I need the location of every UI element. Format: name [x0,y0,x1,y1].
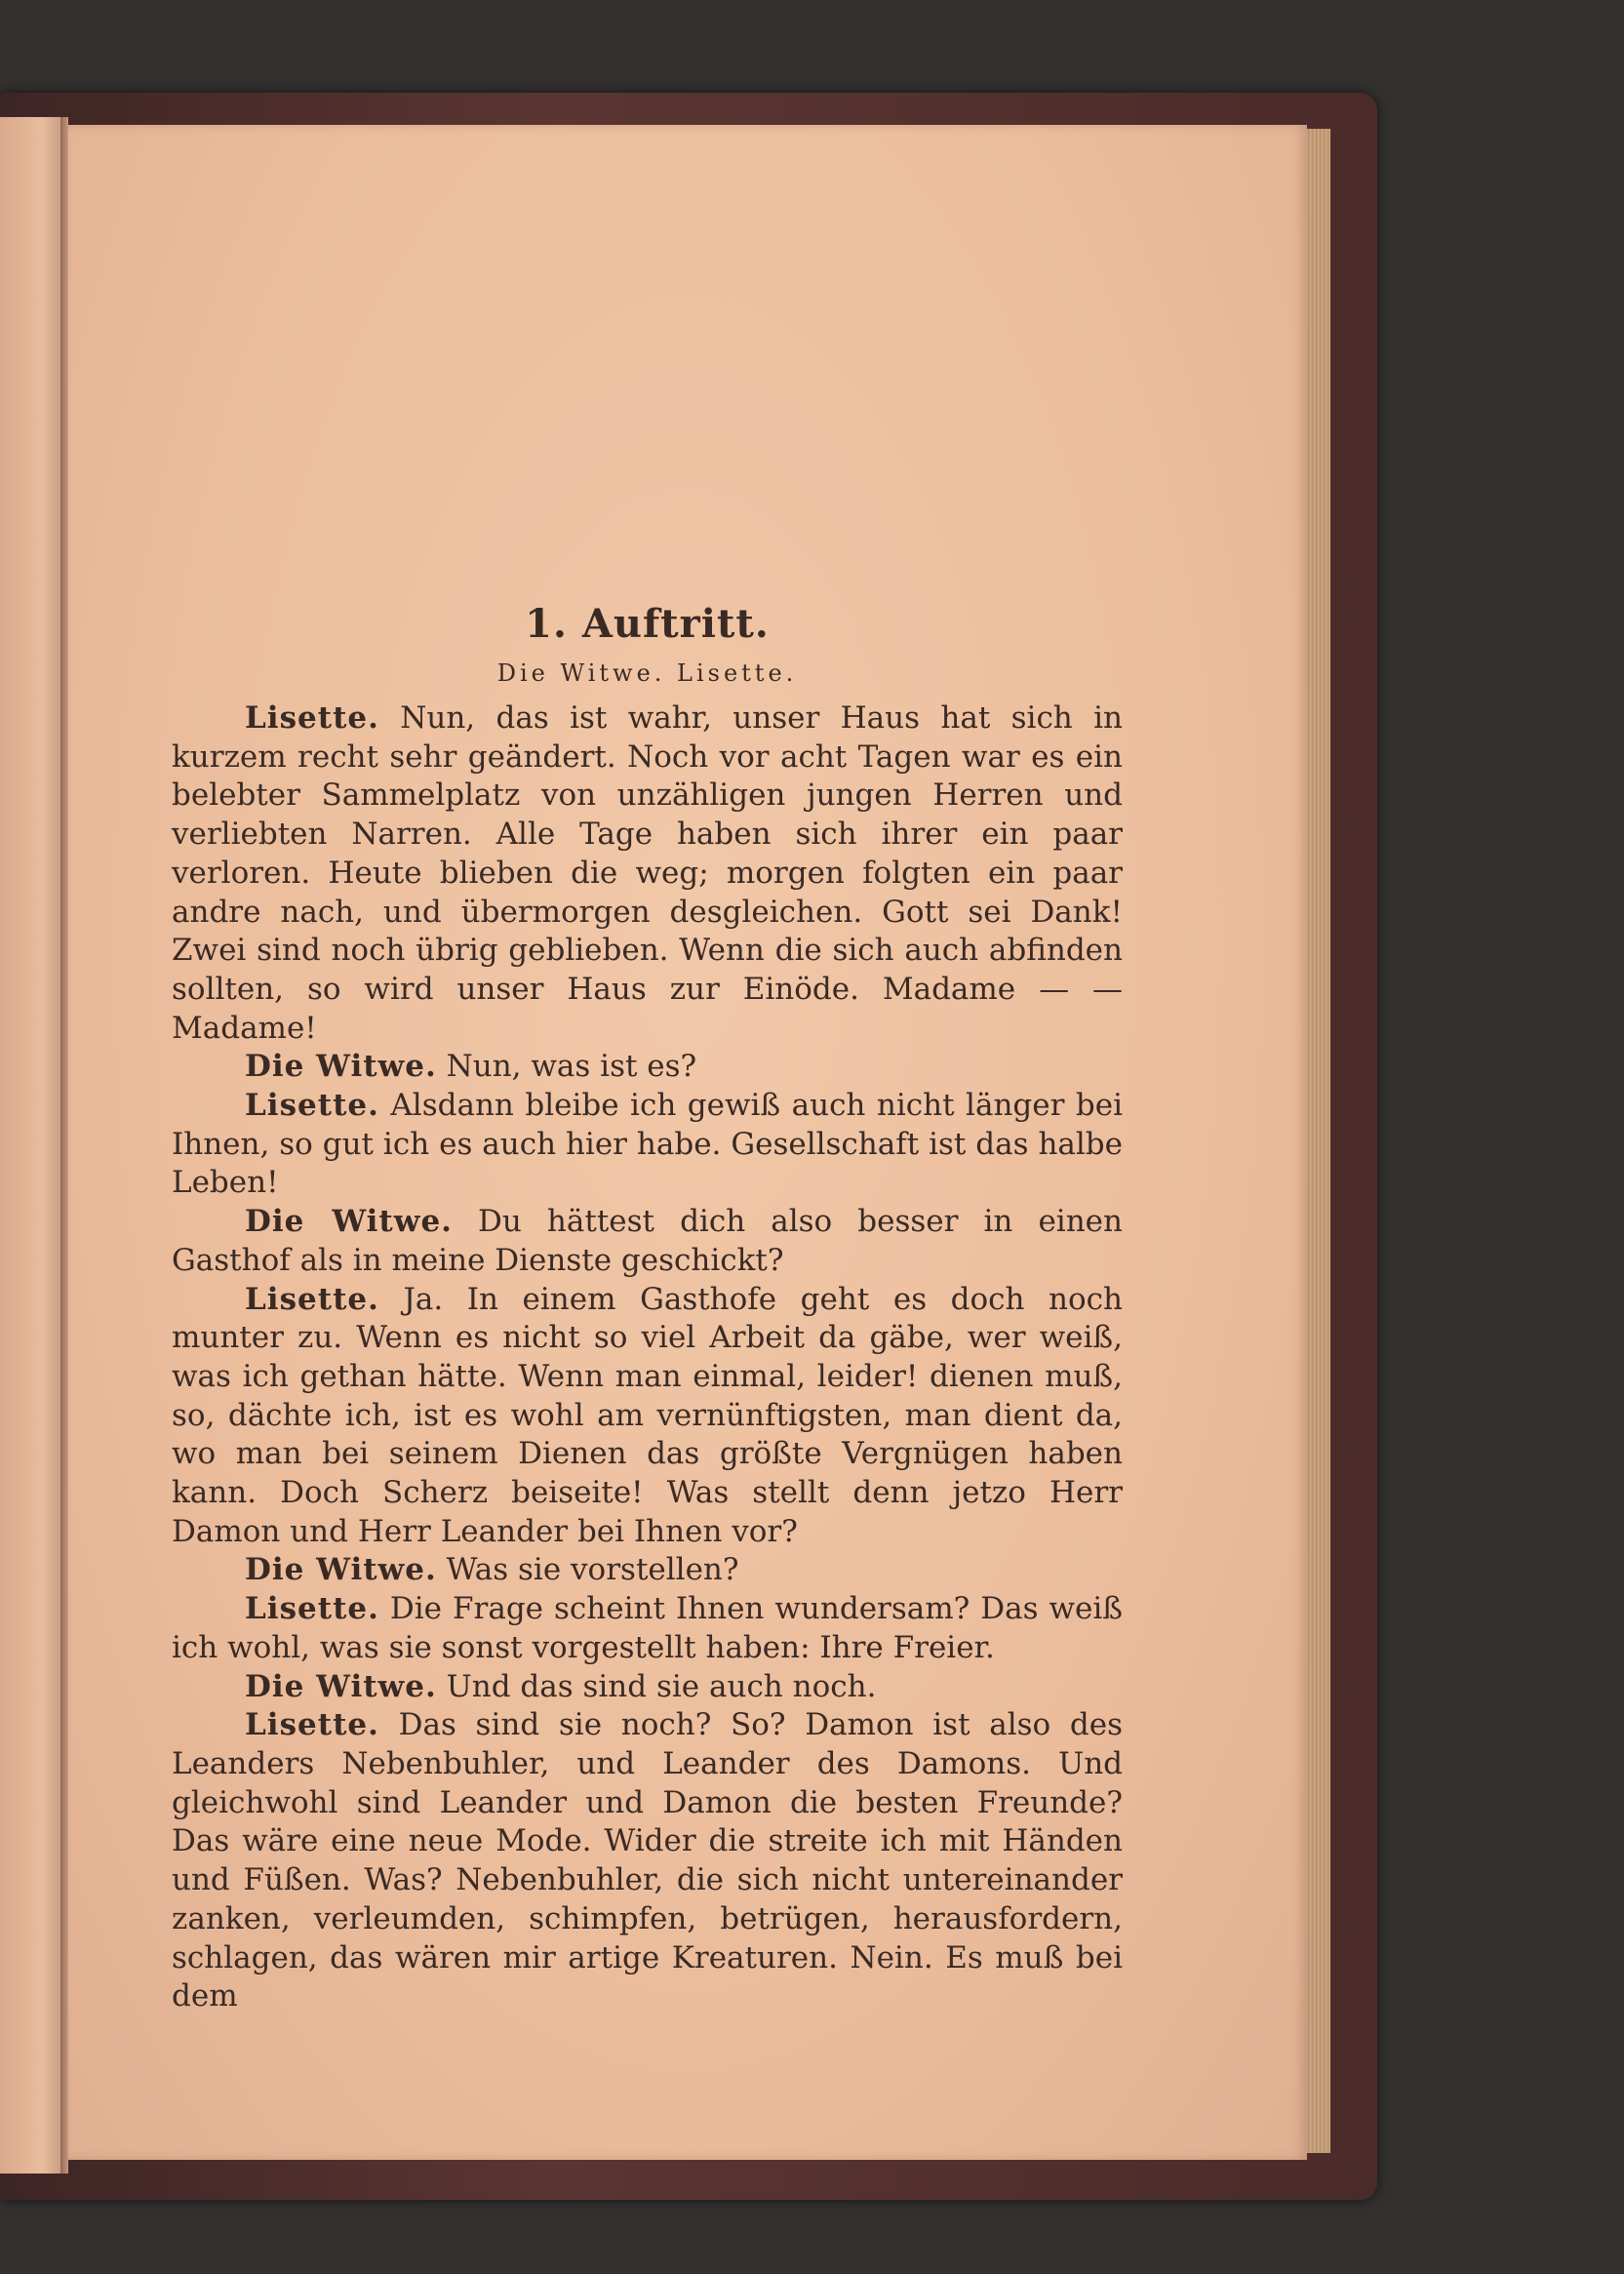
speaker-name: Die Witwe. [245,1049,437,1085]
speakers-line: Die Witwe. Lisette. [496,659,798,687]
scene-heading: 1. Auftritt. [525,601,770,647]
speaker-name: Die Witwe. [245,1552,437,1588]
speaker-name: Lisette. [245,700,379,736]
dialogue-text: Die Frage scheint Ihnen wundersam? Das weiß ich wohl, was sie sonst vorgestellt haben: Ihre Freier. [172,1591,1123,1665]
speaker-name: Lisette. [245,1281,379,1317]
scene-text [172,600,1123,2016]
speaker-name: Die Witwe. [245,1668,437,1704]
speaker-name: Lisette. [245,1591,379,1627]
dialogue-line [172,1551,1123,1590]
dialogue-text: Das sind sie noch? So? Damon ist also des Leanders Nebenbuhler, und Leander des Damons. Und gleichwohl sind Leander und Damon die besten Freunde? Das wäre eine neue Mode. Wider die streite ich mit Händen und Füßen. Was? Nebenbuhler, die sich nicht untereinander zanken, verleumden, schimpfen, betrügen, herausfordern, schlagen, das wären mir artige Kreaturen. Nein. Es muß bei dem [172,1707,1124,2015]
dialogue-text: Du hättest dich also besser in einen Gasthof als in meine Dienste geschickt? [172,1204,1123,1278]
dialogue-line [172,699,1123,1048]
dialogue-line [172,1668,1123,1707]
dialogue-text: Nun, was ist es? [446,1049,697,1085]
dialogue-text: Nun, das ist wahr, unser Haus hat sich in kurzem recht sehr geändert. Noch vor acht Tagen war es ein belebter Sammelplatz von unzähligen jungen Herren und verliebten Narren. Alle Tage haben sich ihrer ein paar verloren. Heute blieben die weg; morgen folgten ein paar andre nach, und übermorgen desgleichen. Gott sei Dank! Zwei sind noch übrig geblieben. Wenn die sich auch abfinden sollten, so wird unser Haus zur Einöde. Madame — — Madame! [172,700,1123,1046]
dialogue-text: Alsdann bleibe ich gewiß auch nicht länger bei Ihnen, so gut ich es auch hier habe. Gesellschaft ist das halbe Leben! [172,1088,1124,1201]
left-page-edge [0,117,62,2174]
page-edges [1307,129,1330,2153]
speaker-name: Die Witwe. [245,1204,453,1240]
dialogue-line [172,1706,1123,2016]
dialogue-text: Und das sind sie auch noch. [446,1668,877,1704]
book-gutter [60,117,68,2174]
speaker-name: Lisette. [245,1088,379,1124]
dialogue-line [172,1590,1123,1667]
speaker-name: Lisette. [245,1707,379,1743]
dialogue-line [172,1087,1123,1203]
dialogue-line [172,1203,1123,1280]
dialogue-line [172,1281,1123,1552]
dialogue-text: Was sie vorstellen? [446,1552,739,1588]
dialogue-text: Ja. In einem Gasthofe geht es doch noch munter zu. Wenn es nicht so viel Arbeit da gäbe, wer weiß, was ich gethan hätte. Wenn man einmal, leider! dienen muß, so, dächte ich, ist es wohl am vernünftigsten, man dient da, wo man bei seinem Dienen das größte Vergnügen haben kann. Doch Scherz beiseite! Was stellt denn jetzo Herr Damon und Herr Leander bei Ihnen vor? [172,1281,1124,1549]
dialogue-line [172,1048,1123,1087]
